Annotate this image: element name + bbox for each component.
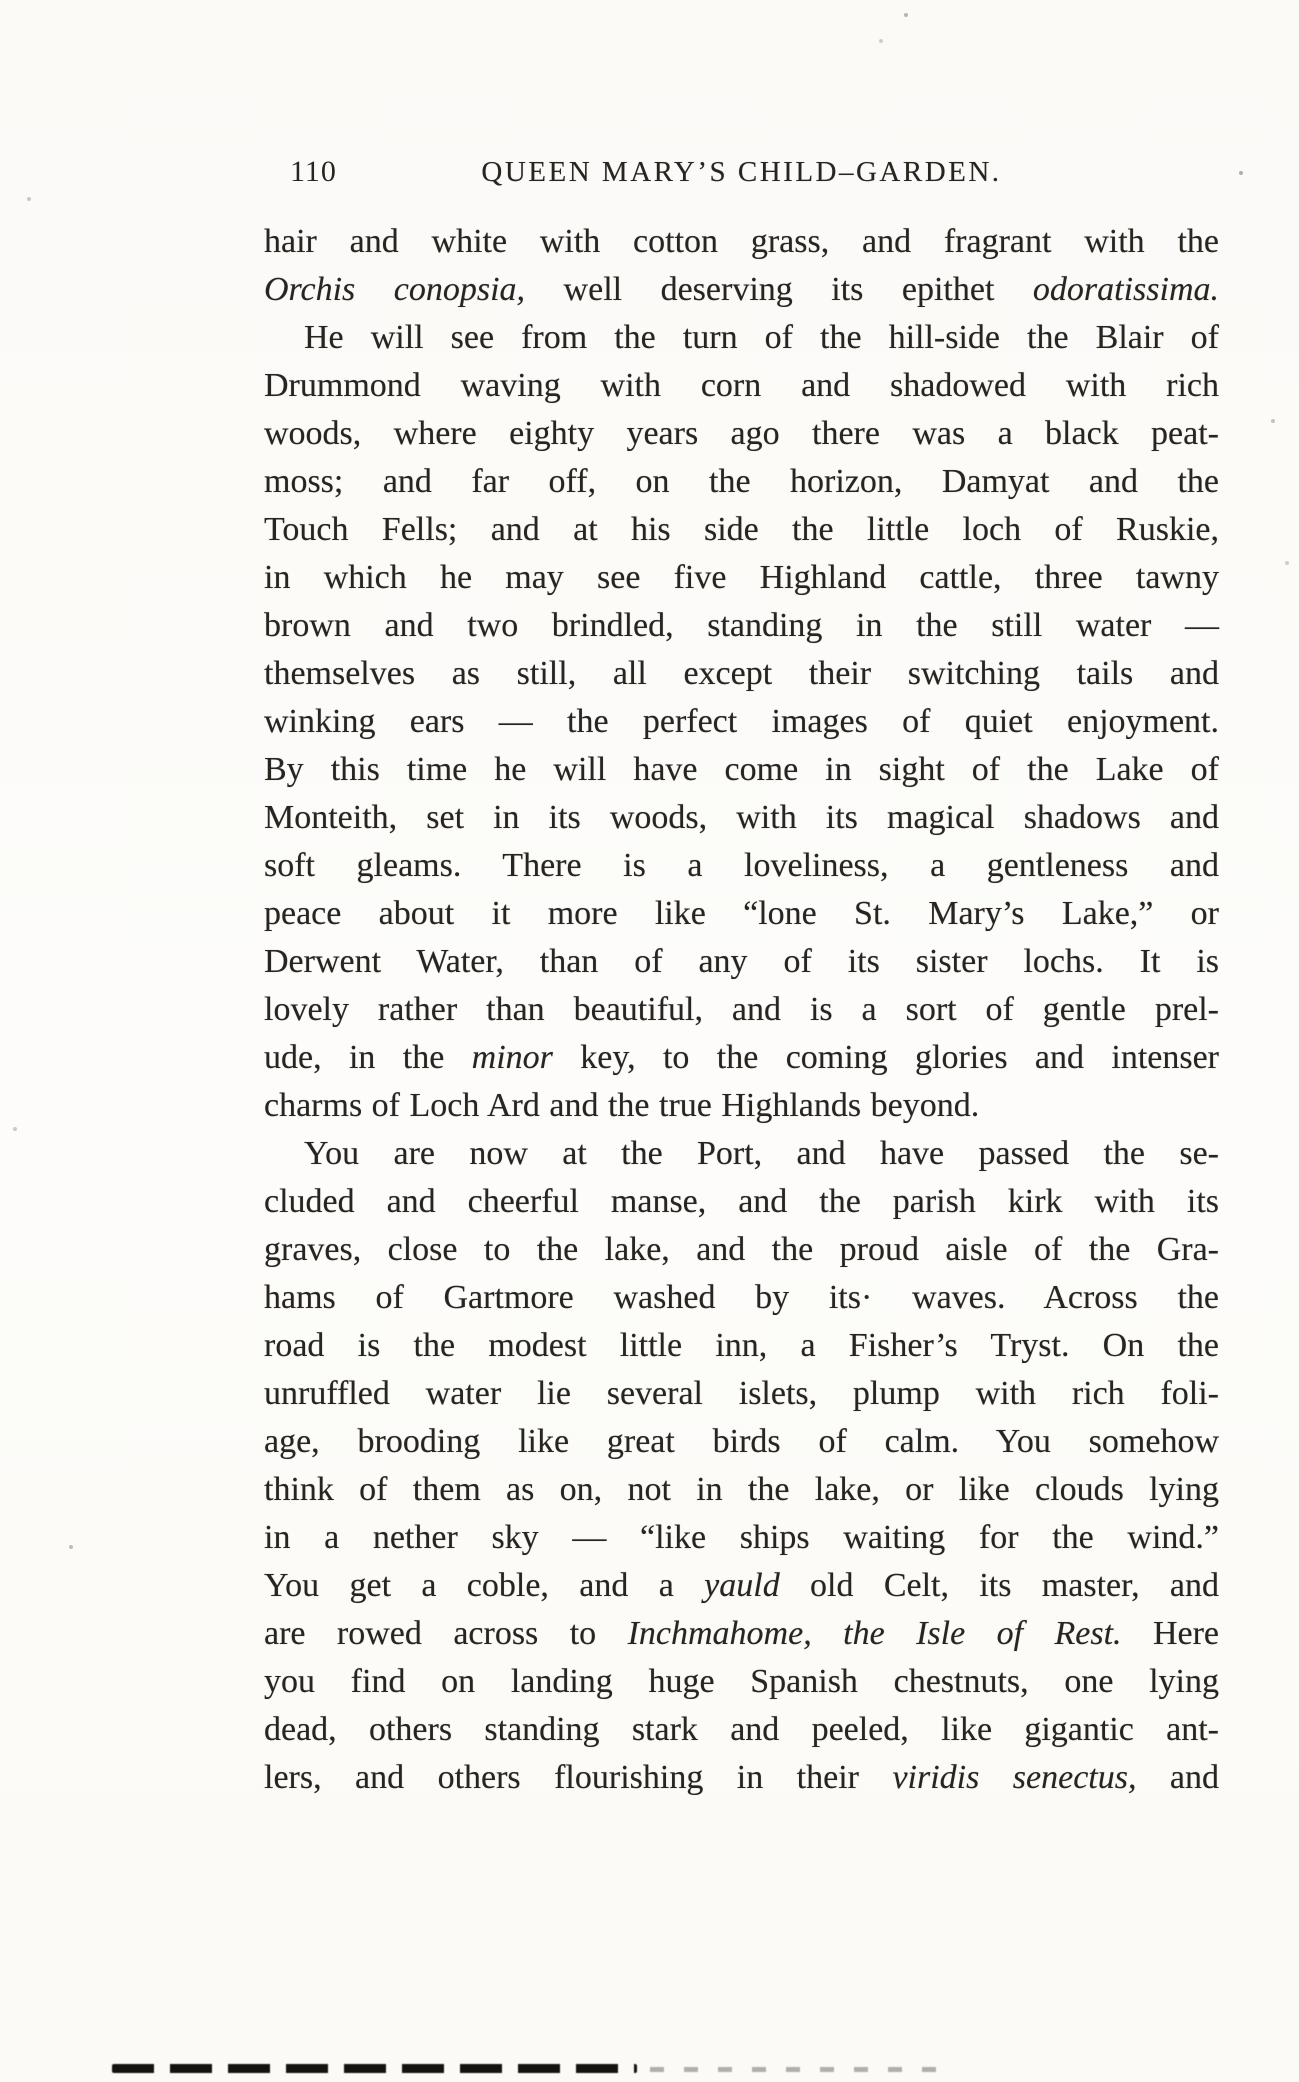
italic-text-segment: odoratissima. xyxy=(1032,271,1219,308)
text-segment: Touch Fells; and at his side the little loch of Ruskie, xyxy=(264,511,1219,548)
text-line xyxy=(264,1754,1219,1802)
running-title: QUEEN MARY’S CHILD–GARDEN. xyxy=(481,156,1002,188)
text-segment: ude, in the xyxy=(264,1039,472,1076)
scan-specks xyxy=(0,0,2,2)
text-line xyxy=(264,842,1219,890)
page-number: 110 xyxy=(290,155,337,188)
text-segment: well deserving its epithet xyxy=(525,271,1033,308)
text-segment: You get a coble, and a xyxy=(264,1567,705,1604)
italic-text-segment: minor xyxy=(471,1039,553,1076)
text-line xyxy=(264,1322,1219,1370)
page-header xyxy=(264,152,1219,192)
text-segment: think of them as on, not in the lake, or like clouds lying xyxy=(264,1471,1219,1508)
text-line xyxy=(264,1178,1219,1226)
text-line xyxy=(264,1514,1219,1562)
text-segment: winking ears — the perfect images of quiet enjoyment. xyxy=(264,703,1219,740)
text-line xyxy=(264,1130,1219,1178)
text-line xyxy=(264,1562,1219,1610)
italic-text-segment: viridis senectus, xyxy=(892,1759,1137,1796)
text-line xyxy=(264,1418,1219,1466)
italic-text-segment: Orchis conopsia, xyxy=(264,271,526,308)
text-line xyxy=(264,362,1219,410)
text-segment: Drummond waving with corn and shadowed with rich xyxy=(264,367,1219,404)
body-text xyxy=(264,218,1219,1802)
italic-text-segment: Inchmahome, the Isle of Rest. xyxy=(627,1615,1122,1652)
text-segment: are rowed across to xyxy=(264,1615,628,1652)
text-segment: in a nether sky — “like ships waiting for the wind.” xyxy=(264,1519,1219,1556)
text-line xyxy=(264,266,1219,314)
text-line xyxy=(264,218,1219,266)
text-line xyxy=(264,554,1219,602)
text-line xyxy=(264,506,1219,554)
text-segment: hair and white with cotton grass, and fragrant with the xyxy=(264,223,1219,260)
text-segment: and xyxy=(1136,1759,1220,1796)
text-line xyxy=(264,1226,1219,1274)
text-line xyxy=(264,1706,1219,1754)
text-segment: Here xyxy=(1121,1615,1219,1652)
text-segment: soft gleams. There is a loveliness, a gentleness and xyxy=(264,847,1219,884)
text-segment: lers, and others flourishing in their xyxy=(264,1759,893,1796)
scan-artifact-bottom-dashes xyxy=(112,2064,637,2073)
text-line xyxy=(264,602,1219,650)
text-line xyxy=(264,1658,1219,1706)
text-line xyxy=(264,890,1219,938)
text-segment: old Celt, its master, and xyxy=(779,1567,1220,1604)
text-line xyxy=(264,698,1219,746)
text-segment: road is the modest little inn, a Fisher’s Tryst. On the xyxy=(264,1327,1219,1364)
text-segment: moss; and far off, on the horizon, Damyat and the xyxy=(264,463,1219,500)
text-line xyxy=(264,1082,1219,1130)
text-segment: dead, others standing stark and peeled, like gigantic ant- xyxy=(264,1711,1219,1748)
text-segment: charms of Loch Ard and the true Highlands beyond. xyxy=(264,1087,980,1124)
text-segment: Monteith, set in its woods, with its magical shadows and xyxy=(264,799,1219,836)
text-segment: Derwent Water, than of any of its sister lochs. It is xyxy=(264,943,1219,980)
text-segment: cluded and cheerful manse, and the parish kirk with its xyxy=(264,1183,1219,1220)
text-segment: woods, where eighty years ago there was a black peat- xyxy=(264,415,1219,452)
text-segment: hams of Gartmore washed by its· waves. Across the xyxy=(264,1279,1219,1316)
text-segment: key, to the coming glories and intenser xyxy=(552,1039,1220,1076)
scan-artifact-bottom-dashes-faint xyxy=(650,2067,950,2072)
text-line xyxy=(264,794,1219,842)
italic-text-segment: yauld xyxy=(704,1567,780,1604)
text-segment: graves, close to the lake, and the proud aisle of the Gra- xyxy=(264,1231,1219,1268)
text-line xyxy=(264,1034,1219,1082)
text-line xyxy=(264,986,1219,1034)
text-segment: in which he may see five Highland cattle, three tawny xyxy=(264,559,1219,596)
text-line xyxy=(264,746,1219,794)
text-segment: you find on landing huge Spanish chestnuts, one lying xyxy=(264,1663,1219,1700)
text-segment: brown and two brindled, standing in the still water — xyxy=(264,607,1219,644)
text-line xyxy=(264,650,1219,698)
text-line xyxy=(264,1274,1219,1322)
text-segment: You are now at the Port, and have passed the se- xyxy=(304,1135,1219,1172)
text-segment: By this time he will have come in sight of the Lake of xyxy=(264,751,1219,788)
text-line xyxy=(264,1370,1219,1418)
text-line xyxy=(264,1610,1219,1658)
text-line xyxy=(264,938,1219,986)
text-line xyxy=(264,410,1219,458)
text-segment: lovely rather than beautiful, and is a sort of gentle prel- xyxy=(264,991,1219,1028)
text-segment: He will see from the turn of the hill-side the Blair of xyxy=(304,319,1219,356)
text-line xyxy=(264,458,1219,506)
text-line xyxy=(264,1466,1219,1514)
text-segment: peace about it more like “lone St. Mary’s Lake,” or xyxy=(264,895,1219,932)
text-segment: unruffled water lie several islets, plump with rich foli- xyxy=(264,1375,1219,1412)
text-segment: themselves as still, all except their switching tails and xyxy=(264,655,1219,692)
text-line xyxy=(264,314,1219,362)
text-segment: age, brooding like great birds of calm. You somehow xyxy=(264,1423,1219,1460)
